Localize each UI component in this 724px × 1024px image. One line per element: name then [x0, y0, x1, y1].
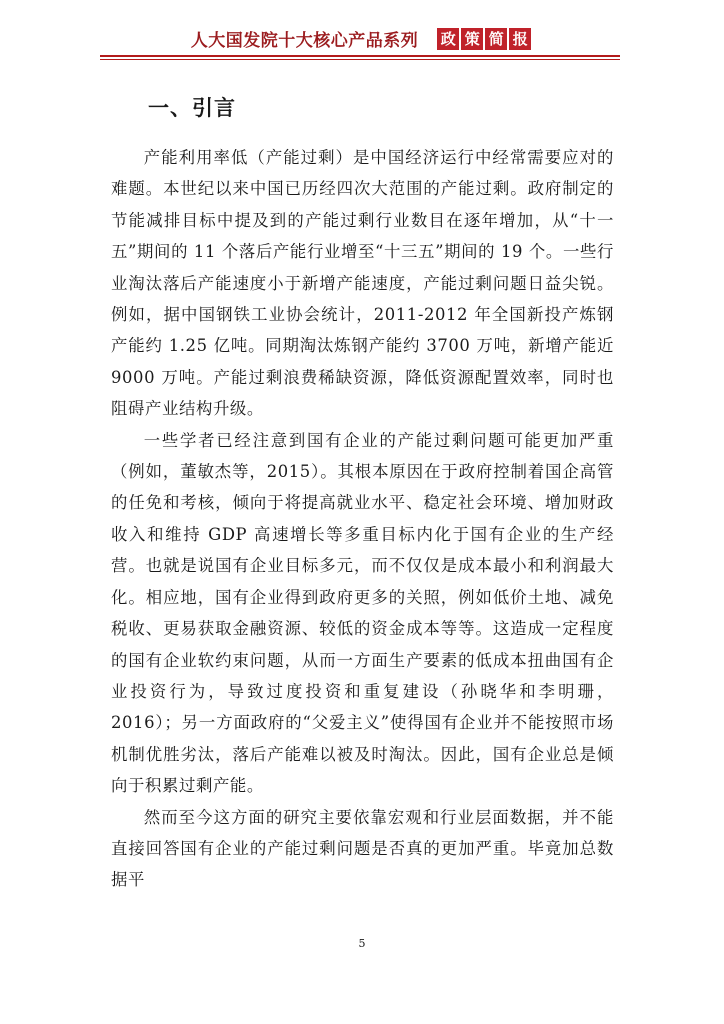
- page-header: [0, 26, 724, 54]
- body-text: [111, 142, 614, 896]
- paragraph: 一些学者已经注意到国有企业的产能过剩问题可能更加严重（例如，董敏杰等，2015）。其根本原因在于政府控制着国企高管的任免和考核，倾向于将提高就业水平、稳定社会环境、增加财政收入和维持 GDP 高速增长等多重目标内化于国有企业的生产经营。也就是说国有企业目标多元，而不仅仅是成本最小和利润最大化。相应地，国有企业得到政府更多的关照，例如低价土地、减免税收、更易获取金融资源、较低的资金成本等等。这造成一定程度的国有企业软约束问题，从而一方面生产要素的低成本扭曲国有企业投资行为，导致过度投资和重复建设（孙晓华和李明珊，2016）；另一方面政府的“父爱主义”使得国有企业并不能按照市场机制优胜劣汰，落后产能难以被及时淘汰。因此，国有企业总是倾向于积累过剩产能。: [111, 430, 614, 796]
- brand-char: 政: [437, 28, 459, 50]
- header-divider-thin: [100, 59, 620, 60]
- paragraph: 然而至今这方面的研究主要依靠宏观和行业层面数据，并不能直接回答国有企业的产能过剩问题是否真的更加严重。毕竟加总数据平: [111, 807, 614, 890]
- brand-char: 报: [509, 28, 531, 50]
- header-title: 人大国发院十大核心产品系列: [190, 31, 419, 51]
- brand-char: 策: [461, 28, 483, 50]
- brand-char: 简: [485, 28, 507, 50]
- section-title: 一、引言: [148, 95, 236, 120]
- brand-logo: [437, 28, 533, 50]
- page-number: 5: [358, 937, 366, 950]
- header-divider: [100, 55, 620, 57]
- paragraph: 产能利用率低（产能过剩）是中国经济运行中经常需要应对的难题。本世纪以来中国已历经四次大范围的产能过剩。政府制定的节能减排目标中提及到的产能过剩行业数目在逐年增加，从“十一五”期间的 11 个落后产能行业增至“十三五”期间的 19 个。一些行业淘汰落后产能速度小于新增产能速度，产能过剩问题日益尖锐。例如，据中国钢铁工业协会统计，2011-2012 年全国新投产炼钢产能约 1.25 亿吨。同期淘汰炼钢产能约 3700 万吨，新增产能近 9000 万吨。产能过剩浪费稀缺资源，降低资源配置效率，同时也阻碍产业结构升级。: [111, 148, 614, 419]
